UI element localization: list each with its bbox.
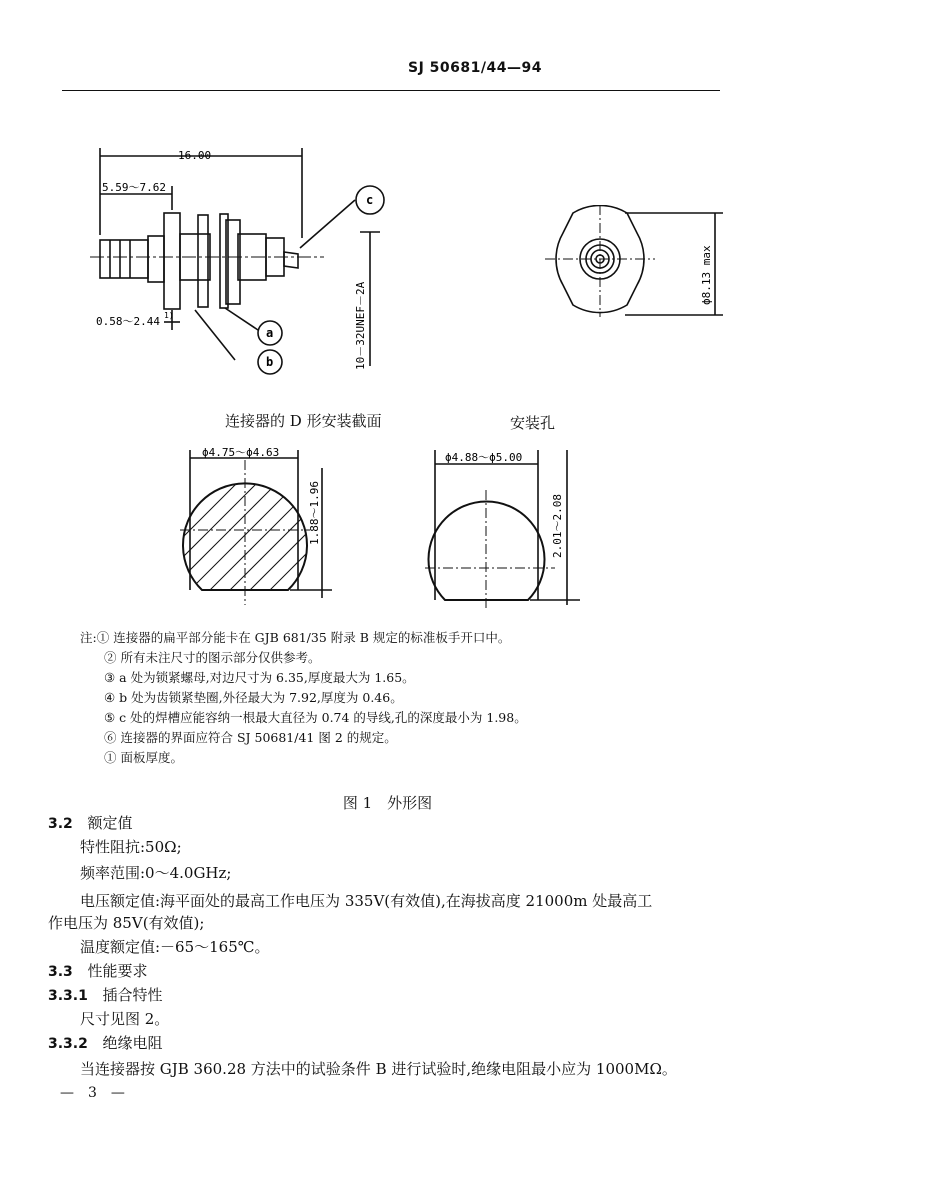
hole-drawing [425,450,585,610]
d-section-drawing [180,440,340,620]
connector-drawing [80,140,400,380]
note-item-6: ⑥ 连接器的界面应符合 SJ 50681/41 图 2 的规定。 [104,730,397,745]
note-item-5: ⑤ c 处的焊槽应能容纳一根最大直径为 0.74 的导线,孔的深度最小为 1.98。 [104,710,527,725]
document-header: SJ 50681/44—94 [408,60,542,76]
section-3-2-heading: 3.2 额定值 [48,814,133,832]
dim-overall: 16.00 [178,149,212,162]
notes-block [80,628,527,768]
dim-thread: 10－32UNEF－2A [354,281,367,370]
note-item-2: ② 所有未注尺寸的图示部分仅供参考。 [104,650,321,665]
voltage-line-2: 作电压为 85V(有效值); [48,914,205,932]
note-item-4: ④ b 处为齿锁紧垫圈,外径最大为 7.92,厚度为 0.46。 [104,690,403,705]
dim-hole-height: 2.01～2.08 [551,494,564,558]
callout-c: c [366,193,374,207]
figure-title: 图 1 外形图 [342,794,433,812]
caption-hole: 安装孔 [510,414,556,432]
callout-a: a [266,326,274,340]
note-item-3: ③ a 处为锁紧螺母,对边尺寸为 6.35,厚度最大为 1.65。 [104,670,415,685]
dim-section-width: ϕ4.75～ϕ4.63 [202,446,280,459]
header-rule [62,90,720,91]
page-number: — 3 — [60,1085,125,1101]
voltage-line-1: 电压额定值:海平面处的最高工作电压为 335V(有效值),在海拔高度 21000m 处最高工 [80,892,653,910]
dim-section-height: 1.88～1.96 [308,481,321,545]
section-3-3-2-text: 当连接器按 GJB 360.28 方法中的试验条件 B 进行试验时,绝缘电阻最小应为 1000MΩ。 [80,1060,677,1078]
dim-hole-width: ϕ4.88～ϕ5.00 [445,451,523,464]
dim-panel: 0.58～2.44 [96,315,160,328]
dim-max-dia: ϕ8.13 max [700,245,713,305]
note-item-7: ① 面板厚度。 [104,750,183,765]
section-3-3-2-heading: 3.3.2 绝缘电阻 [48,1034,163,1052]
callout-b: b [266,355,274,369]
frequency-line: 频率范围:0～4.0GHz; [80,864,232,882]
section-3-3-1-text: 尺寸见图 2。 [80,1010,170,1028]
caption-section: 连接器的 D 形安装截面 [225,412,382,430]
section-3-3-1-heading: 3.3.1 插合特性 [48,986,163,1004]
dim-panel-sup: 1) [164,311,174,320]
note-item-1: 注:① 连接器的扁平部分能卡在 GJB 681/35 附录 B 规定的标准板手开口中。 [80,630,511,645]
dim-front: 5.59～7.62 [102,181,166,194]
front-view-drawing [545,205,735,325]
notes-prefix: 注: [80,630,97,645]
temperature-line: 温度额定值:－65～165℃。 [80,938,270,956]
impedance-line: 特性阻抗:50Ω; [80,838,182,856]
section-3-3-heading: 3.3 性能要求 [48,962,148,980]
